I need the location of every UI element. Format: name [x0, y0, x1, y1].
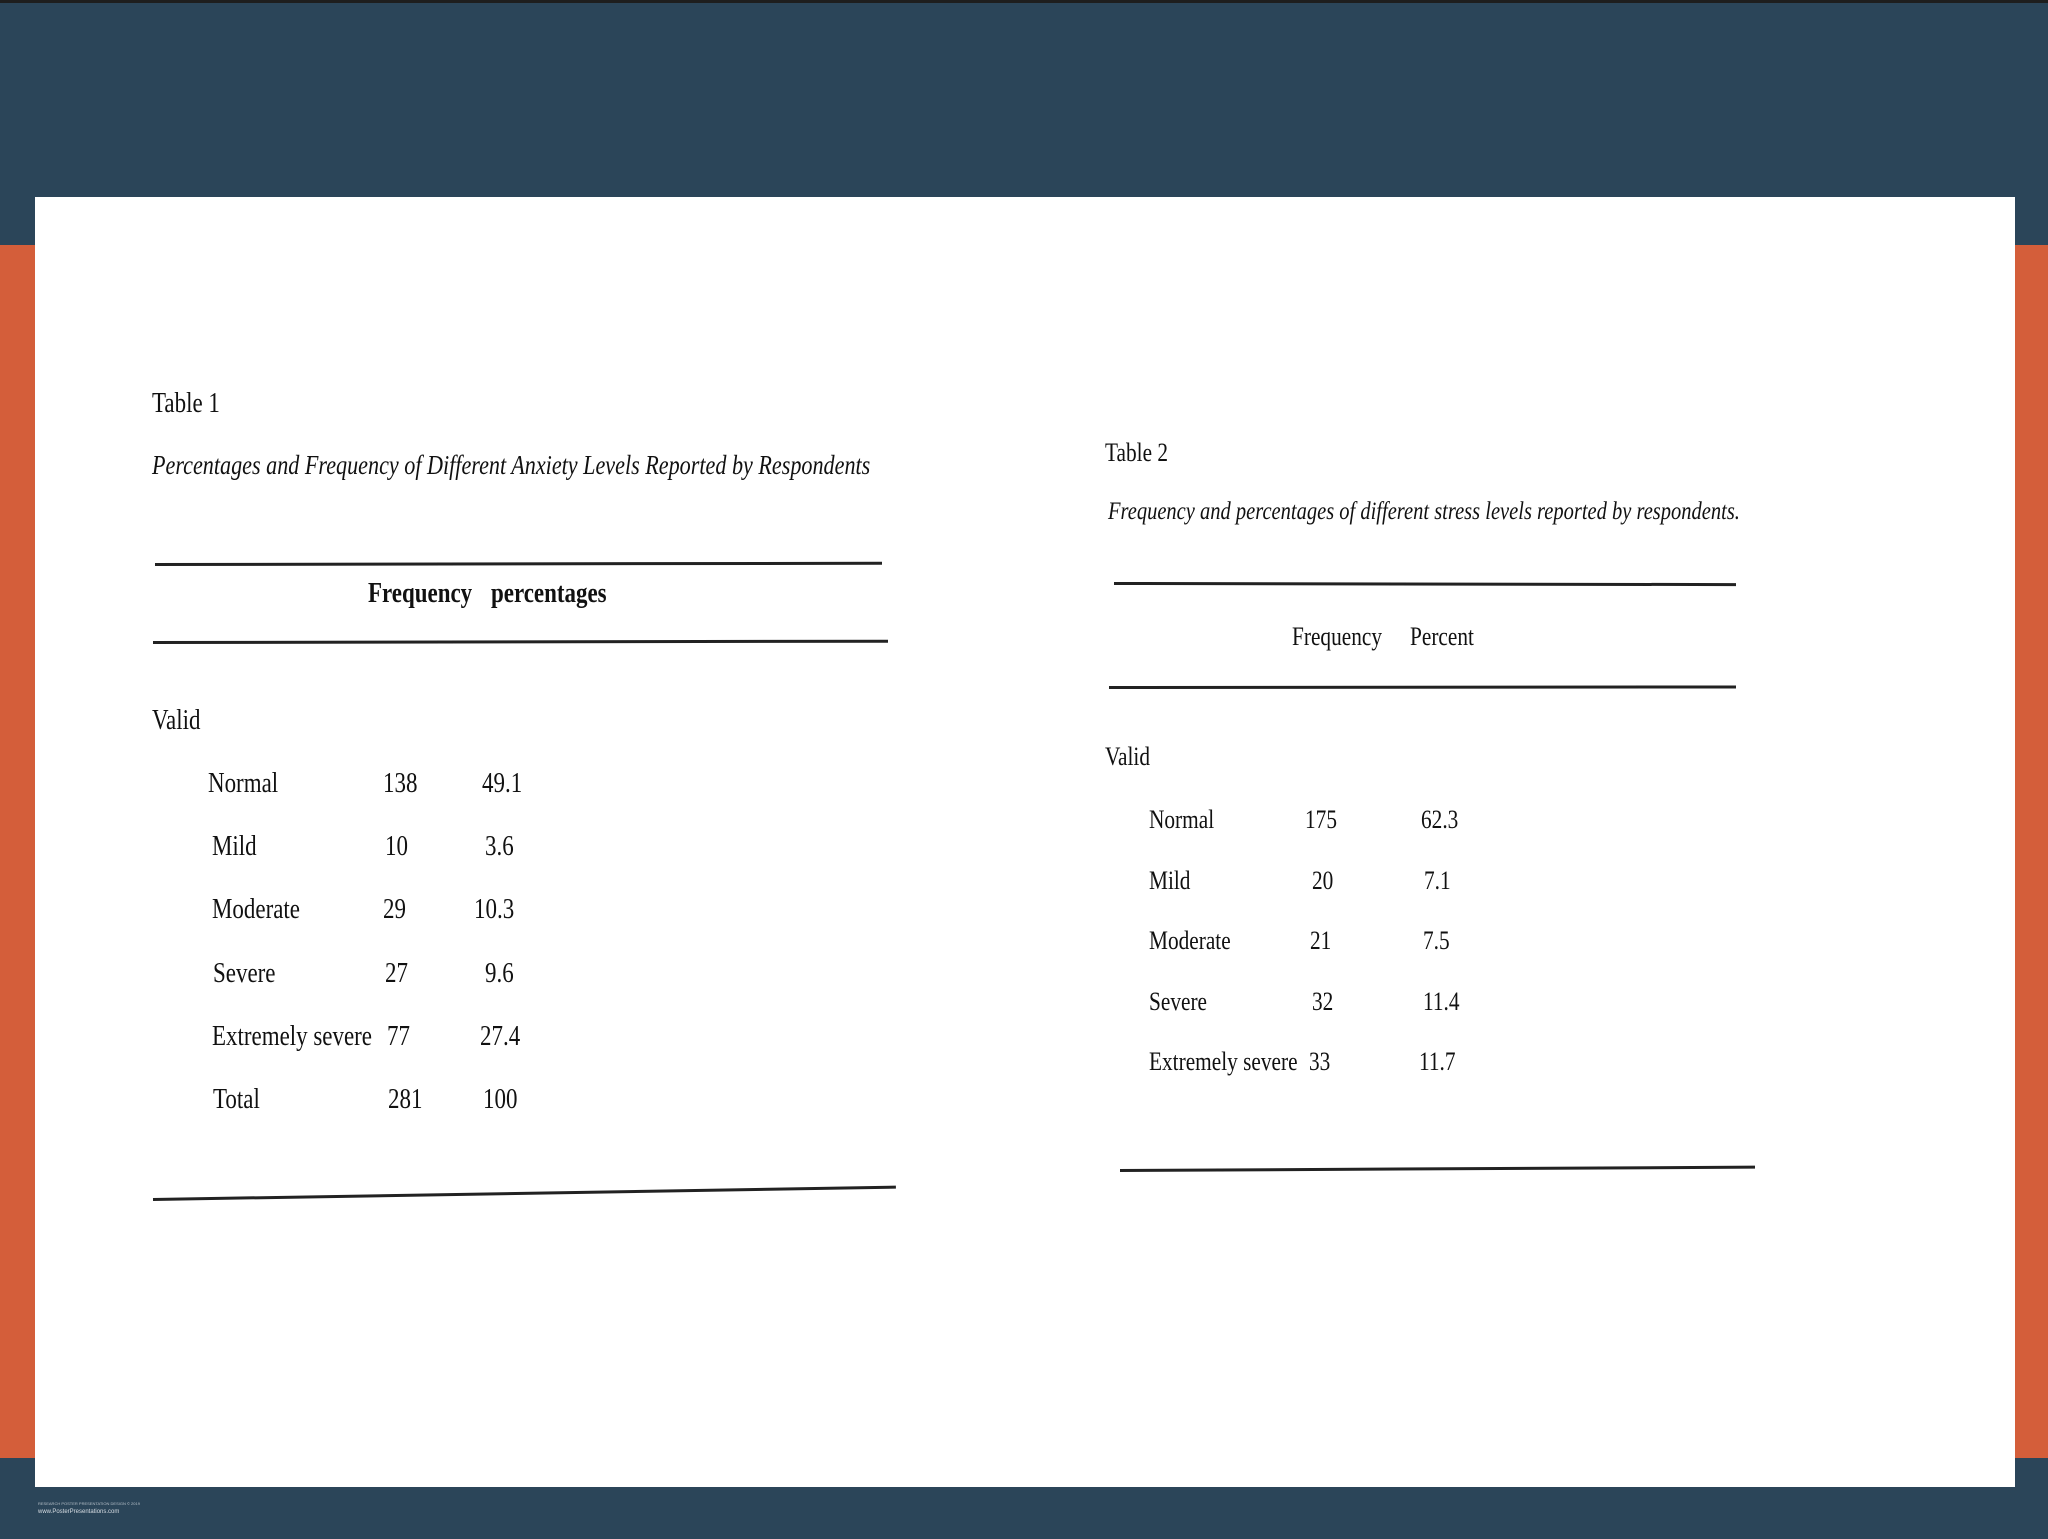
table1-group-label: Valid: [152, 705, 201, 736]
table2-header-rule: [1109, 685, 1736, 689]
table2-percent-cell: 11.7: [1419, 1047, 1456, 1076]
table2-level-cell: Severe: [1149, 987, 1208, 1016]
table1-level-cell: Total: [213, 1084, 260, 1115]
table2-level-cell: Extremely severe: [1149, 1047, 1298, 1076]
footer-credit: [38, 1500, 140, 1516]
table1-caption: Percentages and Frequency of Different Anxiety Levels Reported by Respondents: [152, 450, 871, 480]
table2-frequency-cell: 21: [1310, 926, 1332, 955]
poster-panel: [35, 197, 2015, 1487]
table2-level-cell: Moderate: [1149, 926, 1231, 955]
table1-label: Table 1: [152, 388, 220, 419]
table1-percent-cell: 27.4: [480, 1021, 521, 1052]
table2-header-percent: Percent: [1410, 622, 1474, 651]
table1-level-cell: Moderate: [212, 894, 300, 925]
table2-level-cell: Mild: [1149, 866, 1191, 895]
table2-label: Table 2: [1105, 438, 1169, 467]
table1-level-cell: Severe: [213, 958, 276, 989]
table1-percent-cell: 49.1: [482, 768, 523, 799]
table2-header-frequency: Frequency: [1292, 622, 1382, 651]
footer-credit-url: www.PosterPresentations.com: [38, 1509, 120, 1515]
table1-frequency-cell: 10: [385, 831, 408, 862]
table2-frequency-cell: 175: [1305, 805, 1337, 834]
footer-credit-line: RESEARCH POSTER PRESENTATION DESIGN © 2019: [38, 1501, 140, 1506]
table1-level-cell: Extremely severe: [212, 1021, 373, 1052]
table1-header-frequency: Frequency: [368, 578, 473, 609]
table1-percent-cell: 3.6: [485, 831, 514, 862]
table1-frequency-cell: 77: [387, 1021, 410, 1052]
table1-frequency-cell: 281: [388, 1084, 423, 1115]
table1-percent-cell: 9.6: [485, 958, 514, 989]
table2-percent-cell: 11.4: [1423, 987, 1460, 1016]
table2-caption: Frequency and percentages of different stress levels reported by respondents.: [1108, 498, 1740, 525]
table2-frequency-cell: 33: [1309, 1047, 1331, 1076]
table2-group-label: Valid: [1105, 742, 1151, 771]
table1-level-cell: Normal: [208, 768, 279, 799]
table1-frequency-cell: 138: [383, 768, 418, 799]
table1-header-percentages: percentages: [491, 578, 607, 609]
table1-frequency-cell: 27: [385, 958, 408, 989]
table1-level-cell: Mild: [212, 831, 257, 862]
table2-percent-cell: 7.1: [1424, 866, 1451, 895]
table2-frequency-cell: 20: [1312, 866, 1334, 895]
table2-percent-cell: 62.3: [1421, 805, 1459, 834]
table1-percent-cell: 100: [483, 1084, 518, 1115]
table2-percent-cell: 7.5: [1423, 926, 1450, 955]
table1-percent-cell: 10.3: [474, 894, 515, 925]
table1-frequency-cell: 29: [383, 894, 406, 925]
table2-frequency-cell: 32: [1312, 987, 1334, 1016]
table2-level-cell: Normal: [1149, 805, 1215, 834]
